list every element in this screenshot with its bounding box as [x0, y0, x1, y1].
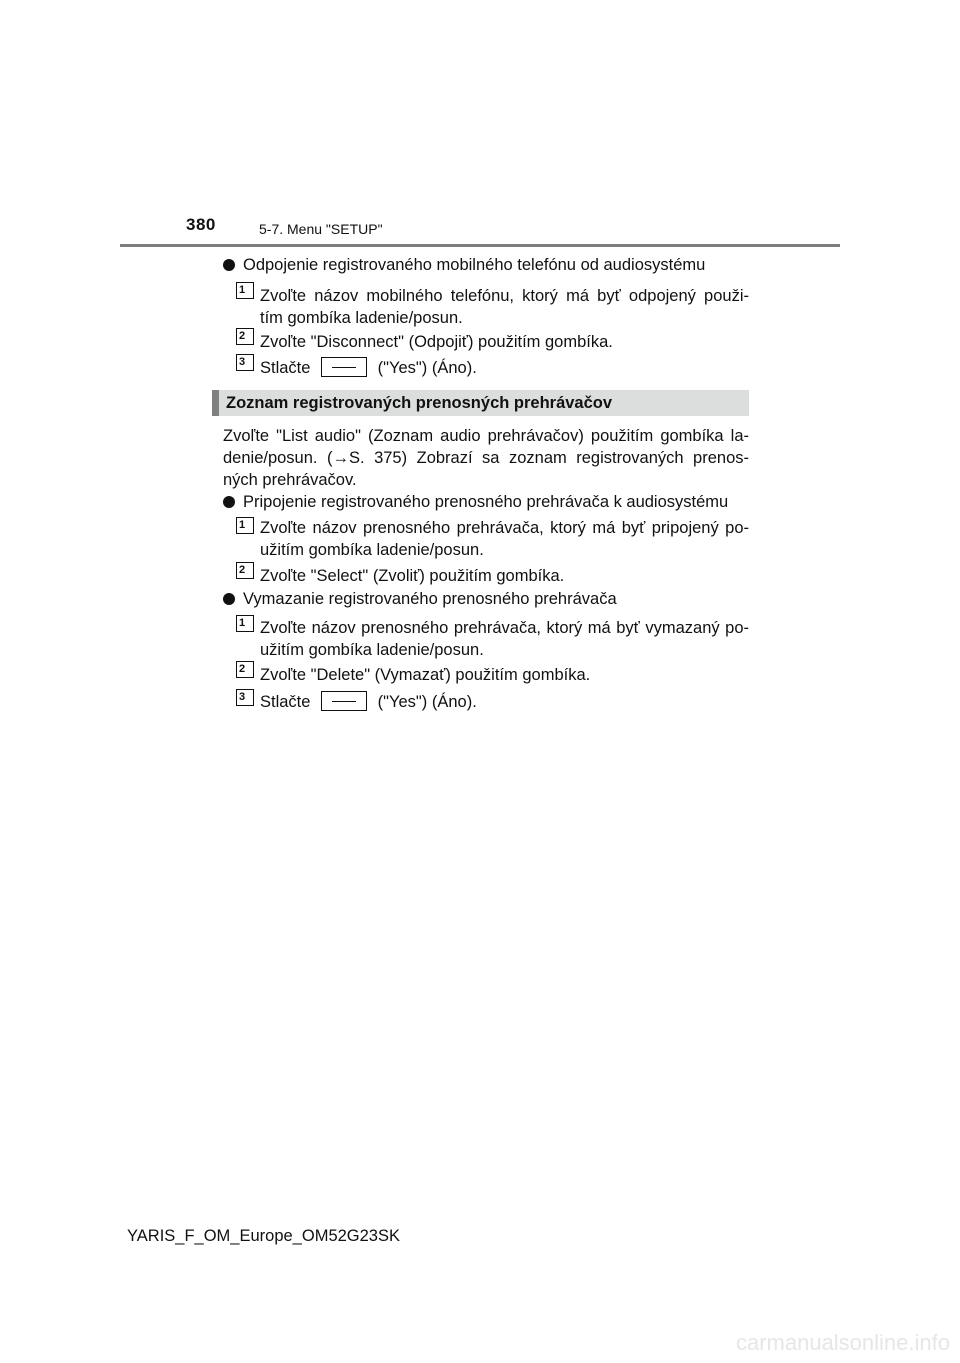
step-text [260, 357, 477, 379]
step-text-cont: tím gombíka ladenie/posun. [260, 309, 463, 327]
bullet-text: Pripojenie registrovaného prenosného prehrávača k audiosystému [243, 493, 729, 511]
step-text: Zvoľte "Delete" (Vymazať) použitím gombíka. [260, 666, 591, 684]
step-text-post: ("Yes") (Áno). [377, 693, 477, 711]
bullet-icon [223, 259, 235, 271]
bullet-text: Odpojenie registrovaného mobilného telefónu od audiosystému [243, 256, 706, 274]
step-text: Zvoľte názov prenosného prehrávača, ktorý má byť vymazaný po- [260, 619, 749, 637]
step-text: Zvoľte "Disconnect" (Odpojiť) použitím gombíka. [260, 333, 613, 351]
step-number-2: 2 [236, 661, 254, 678]
bullet-icon [223, 593, 235, 605]
step-text: Zvoľte názov prenosného prehrávača, ktorý má byť pripojený po- [260, 519, 749, 537]
step-number-1: 1 [236, 517, 254, 534]
watermark-text: carmanualsonline.info [735, 1330, 950, 1355]
yes-button-icon [321, 691, 367, 711]
watermark-graphic [650, 1328, 960, 1358]
intro-text: Zvoľte "List audio" (Zoznam audio prehrávačov) použitím gombíka la- [223, 427, 749, 445]
bullet-delete-player [223, 588, 617, 610]
bullet-connect-player [223, 491, 728, 513]
yes-button-icon [321, 357, 367, 377]
step-text: Zvoľte názov mobilného telefónu, ktorý má byť odpojený použi- [260, 287, 749, 305]
bullet-disconnect-phone [223, 254, 705, 276]
step-number-3: 3 [236, 354, 254, 371]
step-text-pre: Stlačte [260, 693, 311, 711]
step-number-1: 1 [236, 615, 254, 632]
section-title-box: Zoznam registrovaných prenosných prehrávačov [212, 390, 749, 416]
intro-text: ných prehrávačov. [223, 471, 357, 489]
step-text-post: ("Yes") (Áno). [377, 359, 477, 377]
step-number-2: 2 [236, 328, 254, 345]
step-text-pre: Stlačte [260, 359, 311, 377]
watermark-logo [650, 1328, 960, 1358]
intro-text: denie/posun. (→S. 375) Zobrazí sa zoznam registrovaných prenos- [223, 449, 749, 467]
step-number-3: 3 [236, 689, 254, 706]
step-text [260, 691, 477, 713]
bullet-text: Vymazanie registrovaného prenosného prehrávača [243, 590, 617, 608]
step-number-2: 2 [236, 562, 254, 579]
step-number-1: 1 [236, 282, 254, 299]
step-text-cont: užitím gombíka ladenie/posun. [260, 641, 484, 659]
section-header: 5-7. Menu "SETUP" [259, 221, 383, 237]
bullet-icon [223, 496, 235, 508]
page-number: 380 [186, 215, 216, 234]
step-text: Zvoľte "Select" (Zvoliť) použitím gombíka. [260, 567, 565, 585]
footer-document-code: YARIS_F_OM_Europe_OM52G23SK [127, 1227, 400, 1245]
step-text-cont: užitím gombíka ladenie/posun. [260, 541, 484, 559]
